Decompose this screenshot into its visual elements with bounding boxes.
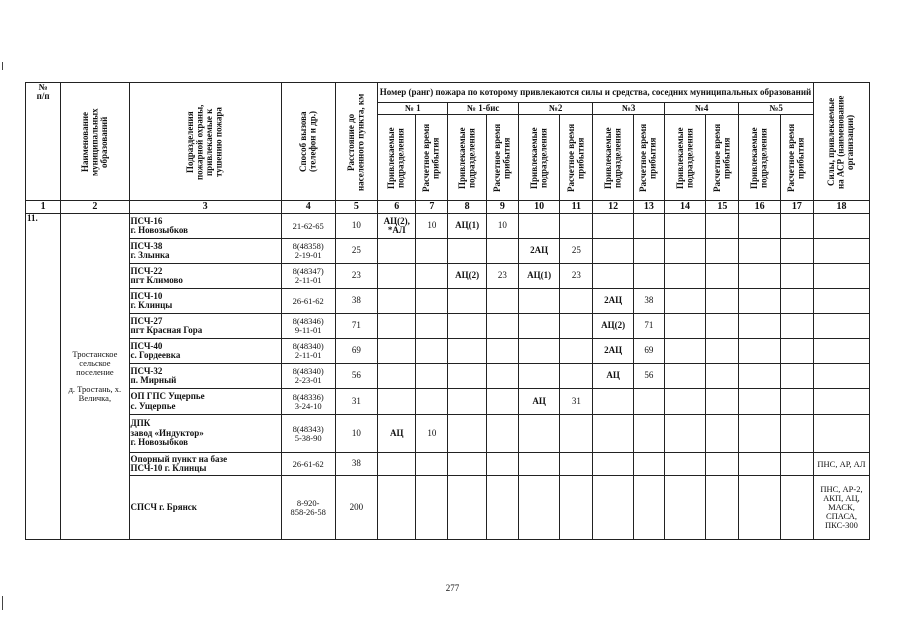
- arrival-time: [706, 476, 739, 540]
- distance-km: 10: [335, 415, 377, 453]
- assigned-units: [378, 339, 416, 364]
- subheader-time: Расчетное время прибытия: [560, 115, 593, 201]
- assigned-units: [518, 214, 559, 239]
- unit-name: Опорный пункт на базе ПСЧ-10 г. Клинцы: [129, 453, 281, 476]
- table-row: [26, 264, 870, 289]
- assigned-units: [739, 364, 780, 389]
- distance-km: 10: [335, 214, 377, 239]
- arrival-time: [633, 264, 664, 289]
- subheader-units: Привлекаемые подразделения: [448, 115, 486, 201]
- header-units: Подразделения пожарной охраны, привлекаемые к тушению пожара: [129, 83, 281, 201]
- column-number: 3: [129, 201, 281, 214]
- arrival-time: [706, 214, 739, 239]
- municipality-name: Тростанское сельское поселение: [72, 349, 118, 378]
- asr-forces: [813, 364, 869, 389]
- call-method: 8-920- 858-26-58: [281, 476, 335, 540]
- table-row: [26, 314, 870, 339]
- header-num: № п/п: [26, 83, 61, 201]
- unit-name: СПСЧ г. Брянск: [129, 476, 281, 540]
- unit-name: ПСЧ-38 г. Злынка: [129, 239, 281, 264]
- arrival-time: [780, 314, 813, 339]
- arrival-time: [416, 314, 448, 339]
- arrival-time: 23: [560, 264, 593, 289]
- arrival-time: [560, 314, 593, 339]
- assigned-units: [739, 339, 780, 364]
- asr-forces: [813, 415, 869, 453]
- assigned-units: 2АЦ: [518, 239, 559, 264]
- unit-name: ДПК завод «Индуктор» г. Новозыбков: [129, 415, 281, 453]
- arrival-time: [706, 264, 739, 289]
- arrival-time: [780, 339, 813, 364]
- arrival-time: [706, 339, 739, 364]
- distance-km: 69: [335, 339, 377, 364]
- subheader-units: Привлекаемые подразделения: [664, 115, 705, 201]
- subheader-units: Привлекаемые подразделения: [518, 115, 559, 201]
- assigned-units: [518, 339, 559, 364]
- fire-forces-table: [25, 82, 870, 540]
- assigned-units: [593, 214, 633, 239]
- assigned-units: [739, 389, 780, 415]
- column-number: 18: [813, 201, 869, 214]
- assigned-units: [378, 314, 416, 339]
- assigned-units: [593, 415, 633, 453]
- assigned-units: [448, 364, 486, 389]
- page-number: 277: [445, 583, 460, 593]
- asr-forces: ПНС, АР, АЛ: [813, 453, 869, 476]
- assigned-units: [378, 289, 416, 314]
- assigned-units: АЦ: [518, 389, 559, 415]
- assigned-units: [518, 453, 559, 476]
- unit-name: ПСЧ-22 пгт Климово: [129, 264, 281, 289]
- assigned-units: [378, 476, 416, 540]
- table-row: [26, 339, 870, 364]
- arrival-time: [633, 214, 664, 239]
- assigned-units: [739, 264, 780, 289]
- arrival-time: [560, 476, 593, 540]
- call-method: 26-61-62: [281, 453, 335, 476]
- arrival-time: 10: [486, 214, 518, 239]
- call-method: 8(48336) 3-24-10: [281, 389, 335, 415]
- header-rank-1: № 1: [378, 103, 448, 115]
- arrival-time: [633, 389, 664, 415]
- column-number: 9: [486, 201, 518, 214]
- arrival-time: [416, 239, 448, 264]
- arrival-time: [560, 364, 593, 389]
- assigned-units: [518, 476, 559, 540]
- arrival-time: [706, 239, 739, 264]
- column-number: 4: [281, 201, 335, 214]
- table-row: [26, 364, 870, 389]
- table-row: [26, 239, 870, 264]
- call-method: 8(48343) 5-38-90: [281, 415, 335, 453]
- assigned-units: [448, 239, 486, 264]
- assigned-units: [664, 214, 705, 239]
- distance-km: 71: [335, 314, 377, 339]
- subheader-units: Привлекаемые подразделения: [593, 115, 633, 201]
- subheader-time: Расчетное время прибытия: [486, 115, 518, 201]
- asr-forces: [813, 314, 869, 339]
- header-rank-2: №2: [518, 103, 593, 115]
- assigned-units: [378, 239, 416, 264]
- assigned-units: [664, 453, 705, 476]
- header-rank-title: Номер (ранг) пожара по которому привлекаются силы и средства, соседних муниципальных образований: [378, 83, 814, 103]
- municipality-cell: [61, 214, 129, 540]
- assigned-units: [593, 389, 633, 415]
- arrival-time: 38: [633, 289, 664, 314]
- arrival-time: [486, 389, 518, 415]
- table-row: [26, 476, 870, 540]
- distance-km: 25: [335, 239, 377, 264]
- table-row: [26, 415, 870, 453]
- assigned-units: АЦ: [593, 364, 633, 389]
- assigned-units: [518, 415, 559, 453]
- arrival-time: [706, 289, 739, 314]
- distance-km: 38: [335, 453, 377, 476]
- municipality-villages: д. Тростань, х. Величка,: [68, 383, 122, 403]
- arrival-time: [780, 453, 813, 476]
- distance-km: 23: [335, 264, 377, 289]
- arrival-time: [416, 364, 448, 389]
- arrival-time: 10: [416, 214, 448, 239]
- assigned-units: [448, 289, 486, 314]
- assigned-units: [448, 415, 486, 453]
- assigned-units: [593, 476, 633, 540]
- table-body: [26, 214, 870, 540]
- header-forces: Силы, привлекаемые на АСР (наименование организации): [813, 83, 869, 201]
- assigned-units: [664, 314, 705, 339]
- unit-name: ПСЧ-16 г. Новозыбков: [129, 214, 281, 239]
- arrival-time: [633, 476, 664, 540]
- assigned-units: [739, 453, 780, 476]
- assigned-units: [378, 364, 416, 389]
- arrival-time: [633, 239, 664, 264]
- unit-name: ПСЧ-27 пгт Красная Гора: [129, 314, 281, 339]
- distance-km: 38: [335, 289, 377, 314]
- scan-edge-mark-top: [2, 62, 3, 70]
- call-method: 26-61-62: [281, 289, 335, 314]
- arrival-time: [416, 289, 448, 314]
- arrival-time: [416, 389, 448, 415]
- assigned-units: [593, 264, 633, 289]
- arrival-time: [486, 476, 518, 540]
- column-number: 6: [378, 201, 416, 214]
- arrival-time: [486, 453, 518, 476]
- call-method: 8(48340) 2-23-01: [281, 364, 335, 389]
- arrival-time: 25: [560, 239, 593, 264]
- assigned-units: АЦ(1): [518, 264, 559, 289]
- distance-km: 31: [335, 389, 377, 415]
- subheader-time: Расчетное время прибытия: [633, 115, 664, 201]
- assigned-units: [448, 453, 486, 476]
- call-method: 8(48347) 2-11-01: [281, 264, 335, 289]
- scan-edge-mark-bottom: [2, 596, 3, 610]
- assigned-units: 2АЦ: [593, 289, 633, 314]
- arrival-time: 56: [633, 364, 664, 389]
- arrival-time: [560, 339, 593, 364]
- call-method: 8(48340) 2-11-01: [281, 339, 335, 364]
- arrival-time: [780, 214, 813, 239]
- assigned-units: [378, 264, 416, 289]
- assigned-units: [664, 476, 705, 540]
- arrival-time: [633, 453, 664, 476]
- arrival-time: [780, 389, 813, 415]
- column-number: 5: [335, 201, 377, 214]
- assigned-units: [664, 289, 705, 314]
- assigned-units: 2АЦ: [593, 339, 633, 364]
- assigned-units: [593, 239, 633, 264]
- column-number: 17: [780, 201, 813, 214]
- assigned-units: АЦ: [378, 415, 416, 453]
- arrival-time: [486, 364, 518, 389]
- table-header: [26, 83, 870, 214]
- arrival-time: [560, 415, 593, 453]
- unit-name: ОП ГПС Ущерпье с. Ущерпье: [129, 389, 281, 415]
- assigned-units: [739, 239, 780, 264]
- arrival-time: [706, 453, 739, 476]
- arrival-time: [486, 339, 518, 364]
- header-distance: Расстояние до населенного пункта, км: [335, 83, 377, 201]
- assigned-units: [378, 453, 416, 476]
- assigned-units: АЦ(1): [448, 214, 486, 239]
- assigned-units: [664, 389, 705, 415]
- arrival-time: [780, 476, 813, 540]
- assigned-units: [448, 314, 486, 339]
- column-number: 10: [518, 201, 559, 214]
- arrival-time: [560, 214, 593, 239]
- column-number: 14: [664, 201, 705, 214]
- distance-km: 200: [335, 476, 377, 540]
- arrival-time: [706, 389, 739, 415]
- row-number: 11.: [26, 214, 61, 540]
- arrival-time: [706, 314, 739, 339]
- assigned-units: [448, 389, 486, 415]
- assigned-units: [739, 314, 780, 339]
- arrival-time: [486, 239, 518, 264]
- column-number: 13: [633, 201, 664, 214]
- arrival-time: 23: [486, 264, 518, 289]
- arrival-time: [560, 453, 593, 476]
- table-row: [26, 453, 870, 476]
- arrival-time: [633, 415, 664, 453]
- arrival-time: [416, 453, 448, 476]
- assigned-units: [518, 314, 559, 339]
- assigned-units: [448, 476, 486, 540]
- asr-forces: [813, 389, 869, 415]
- unit-name: ПСЧ-10 г. Клинцы: [129, 289, 281, 314]
- assigned-units: [593, 453, 633, 476]
- arrival-time: [780, 415, 813, 453]
- unit-name: ПСЧ-40 с. Гордеевка: [129, 339, 281, 364]
- assigned-units: АЦ(2): [593, 314, 633, 339]
- arrival-time: [560, 289, 593, 314]
- header-rank-5: №5: [739, 103, 814, 115]
- arrival-time: [486, 314, 518, 339]
- document-page: [25, 82, 870, 548]
- assigned-units: [739, 415, 780, 453]
- table-row: [26, 289, 870, 314]
- assigned-units: АЦ(2): [448, 264, 486, 289]
- header-rank-1bis: № 1-бис: [448, 103, 518, 115]
- column-number: 2: [61, 201, 129, 214]
- arrival-time: [416, 476, 448, 540]
- header-rank-3: №3: [593, 103, 664, 115]
- subheader-time: Расчетное время прибытия: [706, 115, 739, 201]
- header-rank-4: №4: [664, 103, 739, 115]
- header-call-method: Способ вызова (телефон и др.): [281, 83, 335, 201]
- column-number: 16: [739, 201, 780, 214]
- asr-forces: [813, 289, 869, 314]
- arrival-time: [780, 364, 813, 389]
- assigned-units: [664, 364, 705, 389]
- assigned-units: [664, 415, 705, 453]
- assigned-units: [739, 214, 780, 239]
- column-number: 8: [448, 201, 486, 214]
- asr-forces: ПНС, АР-2, АКП, АЦ, МАСК, СПАСА, ПКС-300: [813, 476, 869, 540]
- table-row: [26, 389, 870, 415]
- arrival-time: [780, 289, 813, 314]
- call-method: 8(48358) 2-19-01: [281, 239, 335, 264]
- arrival-time: [486, 289, 518, 314]
- arrival-time: [780, 264, 813, 289]
- assigned-units: [664, 239, 705, 264]
- assigned-units: [518, 289, 559, 314]
- table-row: [26, 214, 870, 239]
- arrival-time: 69: [633, 339, 664, 364]
- asr-forces: [813, 239, 869, 264]
- column-number: 7: [416, 201, 448, 214]
- distance-km: 56: [335, 364, 377, 389]
- assigned-units: [518, 364, 559, 389]
- header-municipality: Наименование муниципальных образований: [61, 83, 129, 201]
- assigned-units: [739, 289, 780, 314]
- subheader-units: Привлекаемые подразделения: [739, 115, 780, 201]
- assigned-units: [378, 389, 416, 415]
- arrival-time: [706, 364, 739, 389]
- column-number: 15: [706, 201, 739, 214]
- assigned-units: [448, 339, 486, 364]
- asr-forces: [813, 339, 869, 364]
- arrival-time: [416, 264, 448, 289]
- column-number: 1: [26, 201, 61, 214]
- subheader-units: Привлекаемые подразделения: [378, 115, 416, 201]
- column-number: 11: [560, 201, 593, 214]
- column-number: 12: [593, 201, 633, 214]
- arrival-time: 10: [416, 415, 448, 453]
- assigned-units: [739, 476, 780, 540]
- call-method: 8(48346) 9-11-01: [281, 314, 335, 339]
- call-method: 21-62-65: [281, 214, 335, 239]
- arrival-time: 31: [560, 389, 593, 415]
- unit-name: ПСЧ-32 п. Мирный: [129, 364, 281, 389]
- arrival-time: 71: [633, 314, 664, 339]
- arrival-time: [706, 415, 739, 453]
- arrival-time: [416, 339, 448, 364]
- assigned-units: [664, 339, 705, 364]
- subheader-time: Расчетное время прибытия: [780, 115, 813, 201]
- arrival-time: [486, 415, 518, 453]
- asr-forces: [813, 214, 869, 239]
- asr-forces: [813, 264, 869, 289]
- assigned-units: [664, 264, 705, 289]
- subheader-time: Расчетное время прибытия: [416, 115, 448, 201]
- column-numbers-row: [26, 201, 870, 214]
- arrival-time: [780, 239, 813, 264]
- assigned-units: АЦ(2), *АЛ: [378, 214, 416, 239]
